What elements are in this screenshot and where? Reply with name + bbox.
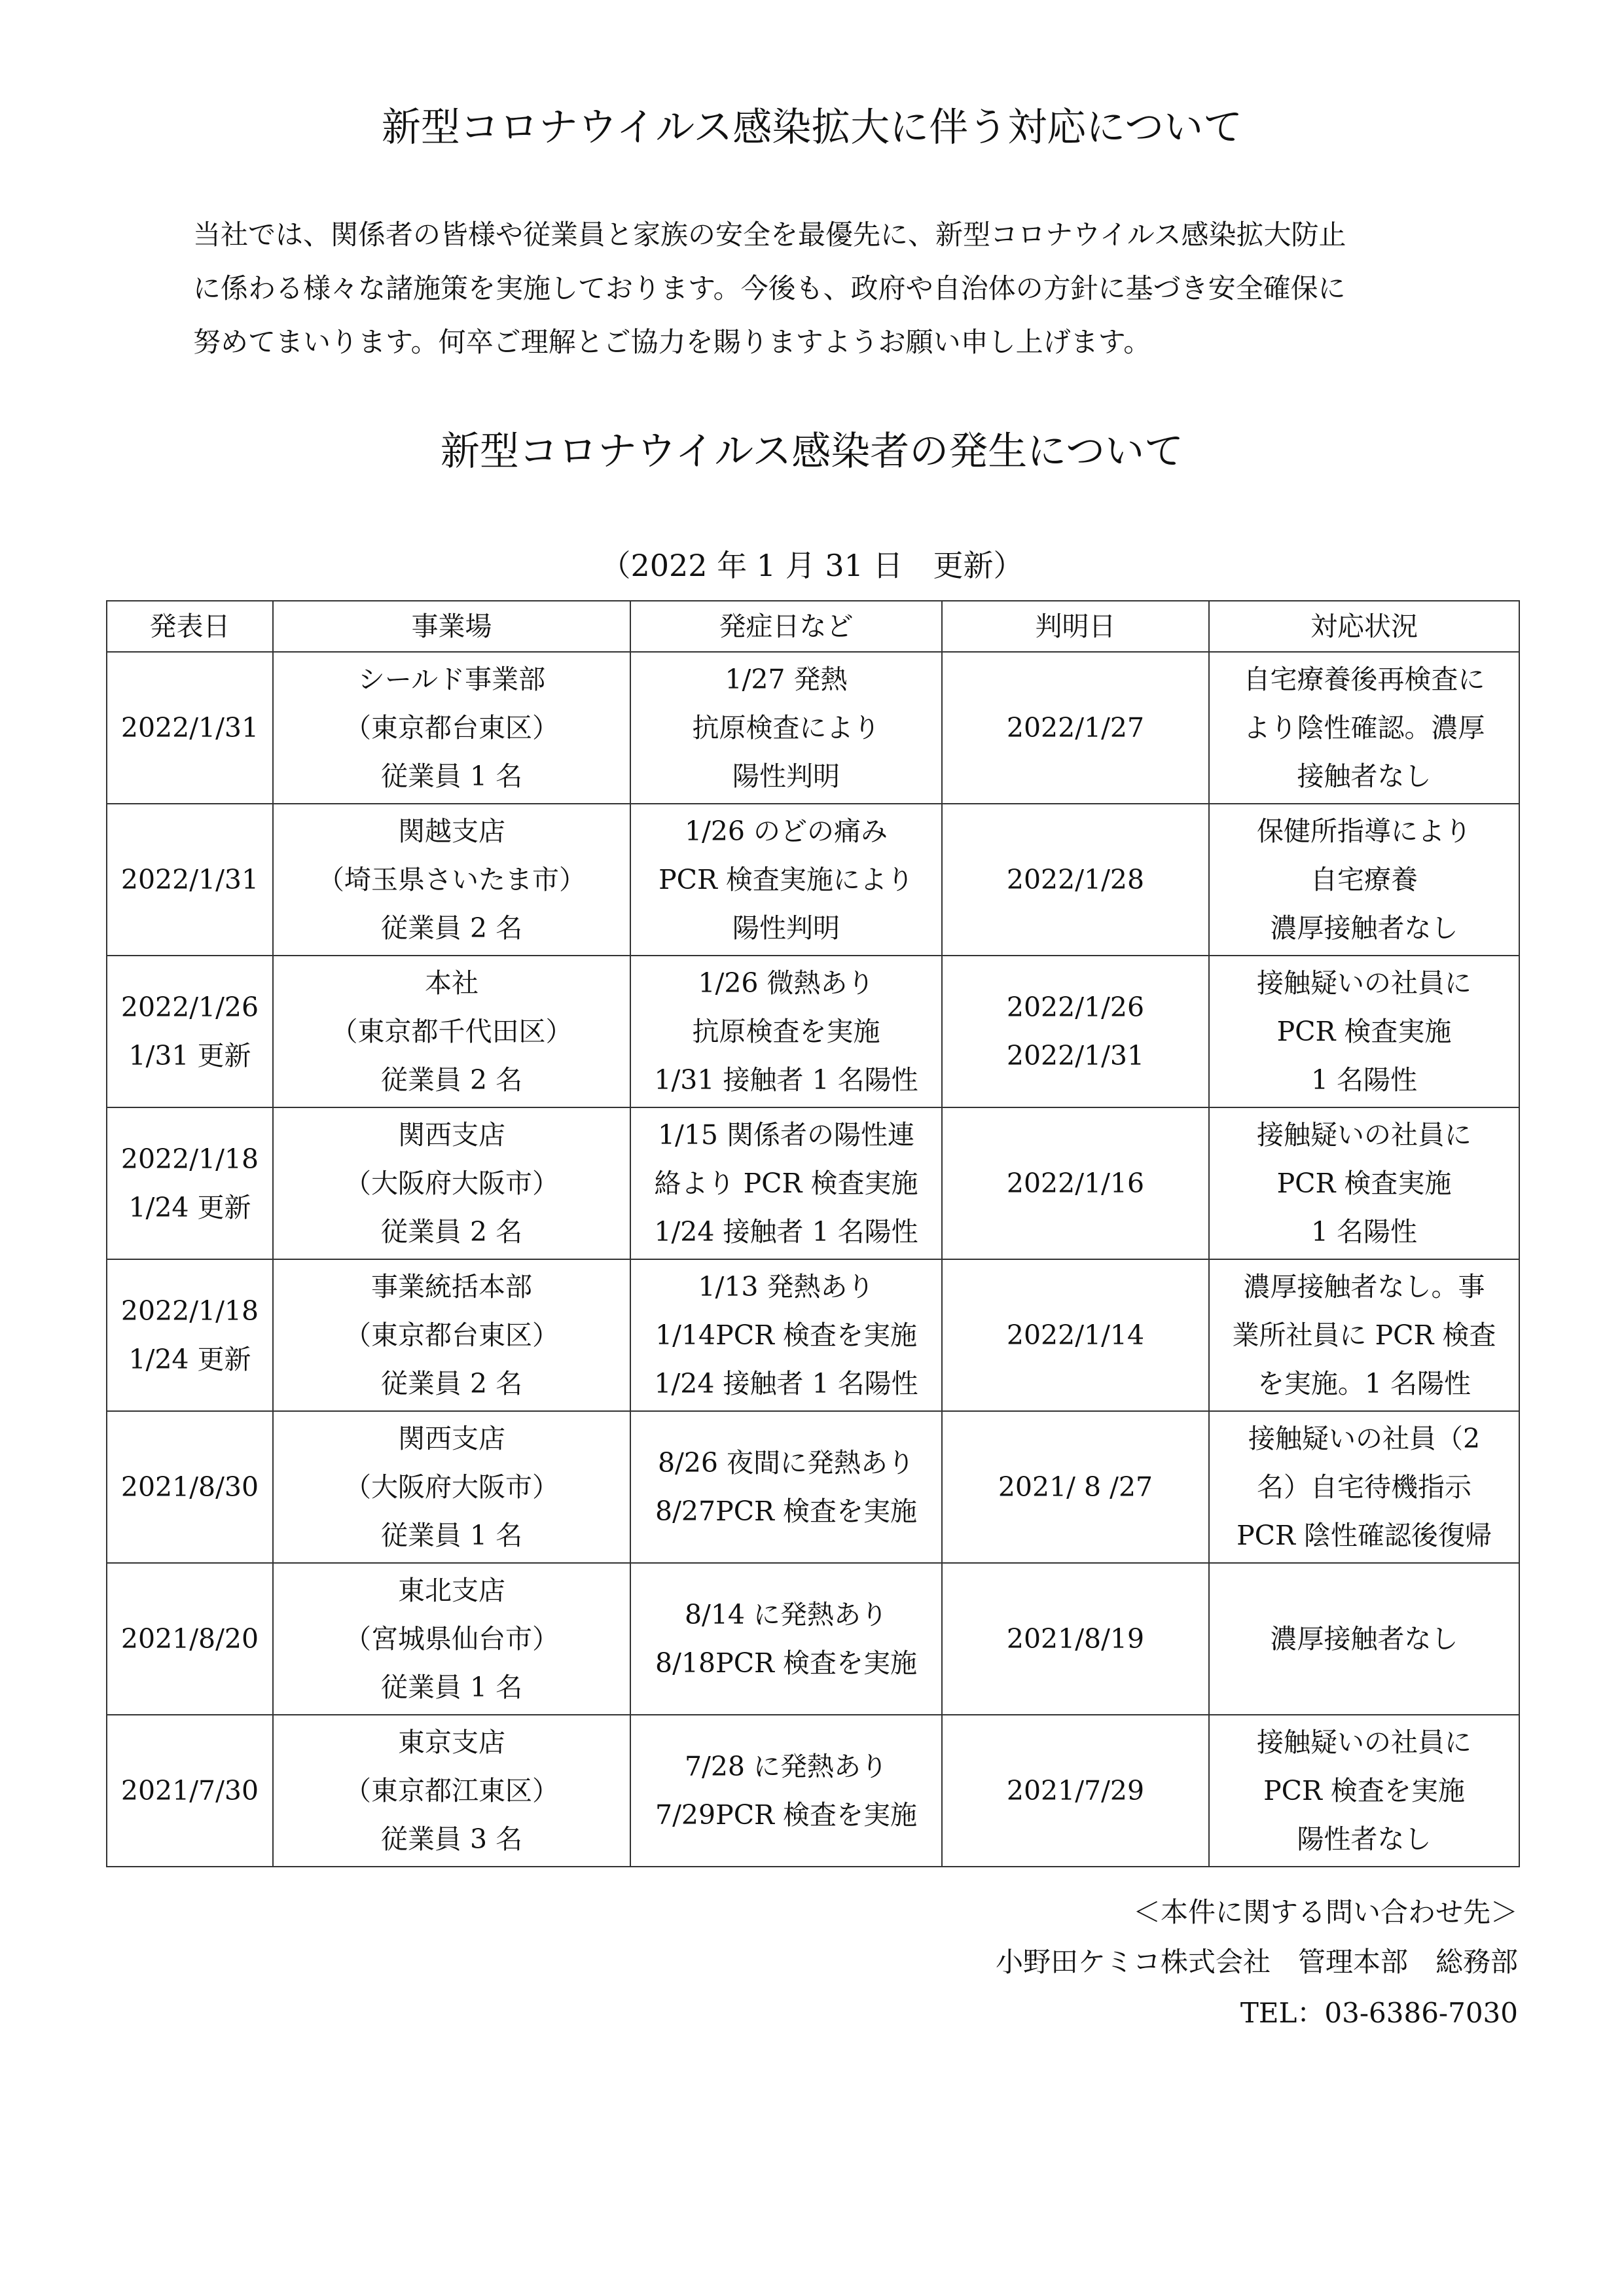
cell-line: 1 名陽性 — [1310, 1216, 1418, 1247]
cell-line: 業所社員に PCR 検査 — [1232, 1319, 1496, 1351]
cell-line: 2022/1/31 — [1006, 1040, 1145, 1071]
site-cell — [273, 1563, 630, 1715]
cell-line: 東京支店 — [398, 1727, 505, 1758]
cell-line: 従業員 2 名 — [380, 912, 523, 944]
cell-line: （東京都台東区） — [344, 1319, 559, 1351]
cell-line: 事業統括本部 — [371, 1271, 532, 1302]
cell-line: 本社 — [425, 967, 478, 999]
onset-cell — [630, 652, 942, 804]
cell-line: 2022/1/18 — [120, 1143, 259, 1175]
table-header-row — [107, 601, 1519, 652]
onset-cell — [630, 1411, 942, 1563]
contact-tel: TEL：03-6386-7030 — [1240, 1997, 1518, 2029]
cell-line: 陽性判明 — [732, 912, 840, 944]
cell-line: 2021/7/30 — [120, 1775, 259, 1806]
site-cell — [273, 956, 630, 1107]
cell-line: （宮城県仙台市） — [344, 1623, 559, 1655]
cell-line: 接触疑いの社員に — [1257, 1119, 1471, 1151]
onset-cell — [630, 1563, 942, 1715]
cell-line: 1/24 接触者 1 名陽性 — [654, 1368, 918, 1399]
announce-date-cell — [107, 1411, 273, 1563]
cell-line: 従業員 2 名 — [380, 1064, 523, 1096]
cell-line: 2022/1/18 — [120, 1295, 259, 1327]
response-cell — [1209, 1107, 1519, 1259]
cell-line: 1/24 更新 — [128, 1344, 251, 1375]
cell-line: 陽性判明 — [732, 761, 840, 792]
table-body — [107, 652, 1519, 1867]
onset-cell — [630, 1715, 942, 1867]
cell-line: 従業員 1 名 — [380, 761, 523, 792]
cell-line: 接触者なし — [1297, 761, 1432, 792]
site-cell — [273, 652, 630, 804]
announce-date-cell — [107, 1563, 273, 1715]
announce-date-cell — [107, 1107, 273, 1259]
site-cell — [273, 1259, 630, 1411]
announce-date-cell — [107, 804, 273, 956]
cell-line: PCR 検査を実施 — [1263, 1775, 1465, 1806]
response-cell — [1209, 1259, 1519, 1411]
announce-date-cell — [107, 652, 273, 804]
cell-line: （東京都江東区） — [344, 1775, 559, 1806]
column-header: 事業場 — [273, 601, 630, 652]
confirmed-date-cell — [942, 1107, 1209, 1259]
confirmed-date-cell — [942, 804, 1209, 956]
table-row — [107, 1259, 1519, 1411]
cell-line: 1/14PCR 検査を実施 — [655, 1319, 917, 1351]
table-row — [107, 956, 1519, 1107]
cell-line: 抗原検査により — [692, 712, 880, 744]
cell-line: 従業員 2 名 — [380, 1216, 523, 1247]
site-cell — [273, 1107, 630, 1259]
intro-line: 当社では、関係者の皆様や従業員と家族の安全を最優先に、新型コロナウイルス感染拡大防止 — [193, 219, 1346, 251]
table-row — [107, 1107, 1519, 1259]
table-row — [107, 1411, 1519, 1563]
cell-line: 従業員 3 名 — [380, 1823, 523, 1855]
cell-line: 自宅療養後再検査に — [1243, 664, 1485, 695]
cell-line: 接触疑いの社員に — [1257, 1727, 1471, 1758]
confirmed-date-cell — [942, 956, 1209, 1107]
column-header: 判明日 — [942, 601, 1209, 652]
cases-table — [106, 600, 1520, 1867]
intro-line: 努めてまいります。何卒ご理解とご協力を賜りますようお願い申し上げます。 — [193, 326, 1151, 358]
cell-line: （大阪府大阪市） — [344, 1168, 559, 1199]
cell-line: 2021/8/19 — [1006, 1623, 1145, 1655]
cell-line: （東京都千代田区） — [331, 1016, 573, 1047]
cell-line: 接触疑いの社員（2 — [1248, 1423, 1481, 1454]
cell-line: 7/29PCR 検査を実施 — [655, 1799, 917, 1831]
cell-line: 絡より PCR 検査実施 — [654, 1168, 918, 1199]
cell-line: 1/24 接触者 1 名陽性 — [654, 1216, 918, 1247]
response-cell — [1209, 1715, 1519, 1867]
cell-line: 2021/ 8 /27 — [998, 1471, 1153, 1503]
intro-paragraph — [193, 208, 1476, 369]
cell-line: シールド事業部 — [357, 664, 546, 695]
site-cell — [273, 1715, 630, 1867]
table-row — [107, 652, 1519, 804]
cell-line: 2022/1/28 — [1006, 864, 1145, 895]
cell-line: 1/31 接触者 1 名陽性 — [654, 1064, 918, 1096]
cell-line: 保健所指導により — [1257, 816, 1471, 847]
site-cell — [273, 804, 630, 956]
cell-line: 濃厚接触者なし — [1270, 912, 1458, 944]
cell-line: 1/31 更新 — [128, 1040, 251, 1071]
response-cell — [1209, 652, 1519, 804]
onset-cell — [630, 1259, 942, 1411]
response-cell — [1209, 804, 1519, 956]
cell-line: 1/26 のどの痛み — [684, 816, 888, 847]
cell-line: 2021/8/30 — [120, 1471, 259, 1503]
onset-cell — [630, 1107, 942, 1259]
announce-date-cell — [107, 1715, 273, 1867]
column-header: 発表日 — [107, 601, 273, 652]
confirmed-date-cell — [942, 1411, 1209, 1563]
cell-line: 1/13 発熱あり — [698, 1271, 875, 1302]
announce-date-cell — [107, 1259, 273, 1411]
section-title: 新型コロナウイルス感染者の発生について — [440, 429, 1184, 475]
cell-line: 従業員 2 名 — [380, 1368, 523, 1399]
cell-line: 2022/1/26 — [1006, 992, 1145, 1023]
cell-line: PCR 検査実施 — [1276, 1168, 1452, 1199]
contact-heading: ＜本件に関する問い合わせ先＞ — [1132, 1896, 1518, 1928]
cell-line: 関西支店 — [398, 1119, 505, 1151]
cell-line: PCR 検査実施 — [1276, 1016, 1452, 1047]
response-cell — [1209, 1563, 1519, 1715]
cell-line: 接触疑いの社員に — [1257, 967, 1471, 999]
column-header: 対応状況 — [1209, 601, 1519, 652]
cell-line: 1/15 関係者の陽性連 — [657, 1119, 915, 1151]
table-row — [107, 804, 1519, 956]
cell-line: 8/27PCR 検査を実施 — [655, 1496, 917, 1527]
cell-line: 2022/1/14 — [1006, 1319, 1145, 1351]
cell-line: 自宅療養 — [1310, 864, 1418, 895]
cell-line: 7/28 に発熱あり — [684, 1751, 888, 1782]
confirmed-date-cell — [942, 1563, 1209, 1715]
response-cell — [1209, 956, 1519, 1107]
cell-line: 2022/1/31 — [120, 864, 259, 895]
cell-line: 8/14 に発熱あり — [684, 1599, 888, 1630]
cell-line: 2021/7/29 — [1006, 1775, 1145, 1806]
onset-cell — [630, 804, 942, 956]
contact-department: 小野田ケミコ株式会社 管理本部 総務部 — [995, 1946, 1518, 1978]
cell-line: 陽性者なし — [1297, 1823, 1432, 1855]
onset-cell — [630, 956, 942, 1107]
cell-line: 8/18PCR 検査を実施 — [655, 1647, 917, 1679]
cell-line: （大阪府大阪市） — [344, 1471, 559, 1503]
confirmed-date-cell — [942, 1259, 1209, 1411]
column-header: 発症日など — [630, 601, 942, 652]
cell-line: 名）自宅待機指示 — [1257, 1471, 1471, 1503]
cell-line: 従業員 1 名 — [380, 1672, 523, 1703]
update-note: （2022 年 1 月 31 日 更新） — [600, 548, 1024, 583]
cell-line: 2022/1/16 — [1006, 1168, 1145, 1199]
cell-line: 関西支店 — [398, 1423, 505, 1454]
site-cell — [273, 1411, 630, 1563]
cell-line: 2022/1/27 — [1006, 712, 1145, 744]
cell-line: 関越支店 — [398, 816, 505, 847]
response-cell — [1209, 1411, 1519, 1563]
cell-line: より陰性確認。濃厚 — [1243, 712, 1485, 744]
cell-line: 1 名陽性 — [1310, 1064, 1418, 1096]
cell-line: 1/24 更新 — [128, 1192, 251, 1223]
confirmed-date-cell — [942, 652, 1209, 804]
cell-line: 東北支店 — [398, 1575, 505, 1606]
page-title: 新型コロナウイルス感染拡大に伴う対応について — [381, 105, 1243, 151]
cell-line: 従業員 1 名 — [380, 1520, 523, 1551]
cell-line: PCR 陰性確認後復帰 — [1236, 1520, 1492, 1551]
cell-line: 2022/1/31 — [120, 712, 259, 744]
cell-line: 濃厚接触者なし。事 — [1243, 1271, 1485, 1302]
cell-line: を実施。1 名陽性 — [1257, 1368, 1471, 1399]
cell-line: 8/26 夜間に発熱あり — [657, 1447, 915, 1479]
cell-line: PCR 検査実施により — [659, 864, 914, 895]
confirmed-date-cell — [942, 1715, 1209, 1867]
cell-line: 抗原検査を実施 — [692, 1016, 880, 1047]
cell-line: 1/26 微熱あり — [698, 967, 875, 999]
table-row — [107, 1563, 1519, 1715]
cell-line: 2021/8/20 — [120, 1623, 259, 1655]
cell-line: 2022/1/26 — [120, 992, 259, 1023]
table-row — [107, 1715, 1519, 1867]
cell-line: （東京都台東区） — [344, 712, 559, 744]
cell-line: 1/27 発熱 — [725, 664, 848, 695]
cell-line: 濃厚接触者なし — [1270, 1623, 1458, 1655]
announce-date-cell — [107, 956, 273, 1107]
intro-line: に係わる様々な諸施策を実施しております。今後も、政府や自治体の方針に基づき安全確保に — [193, 272, 1346, 304]
cell-line: （埼玉県さいたま市） — [317, 864, 586, 895]
